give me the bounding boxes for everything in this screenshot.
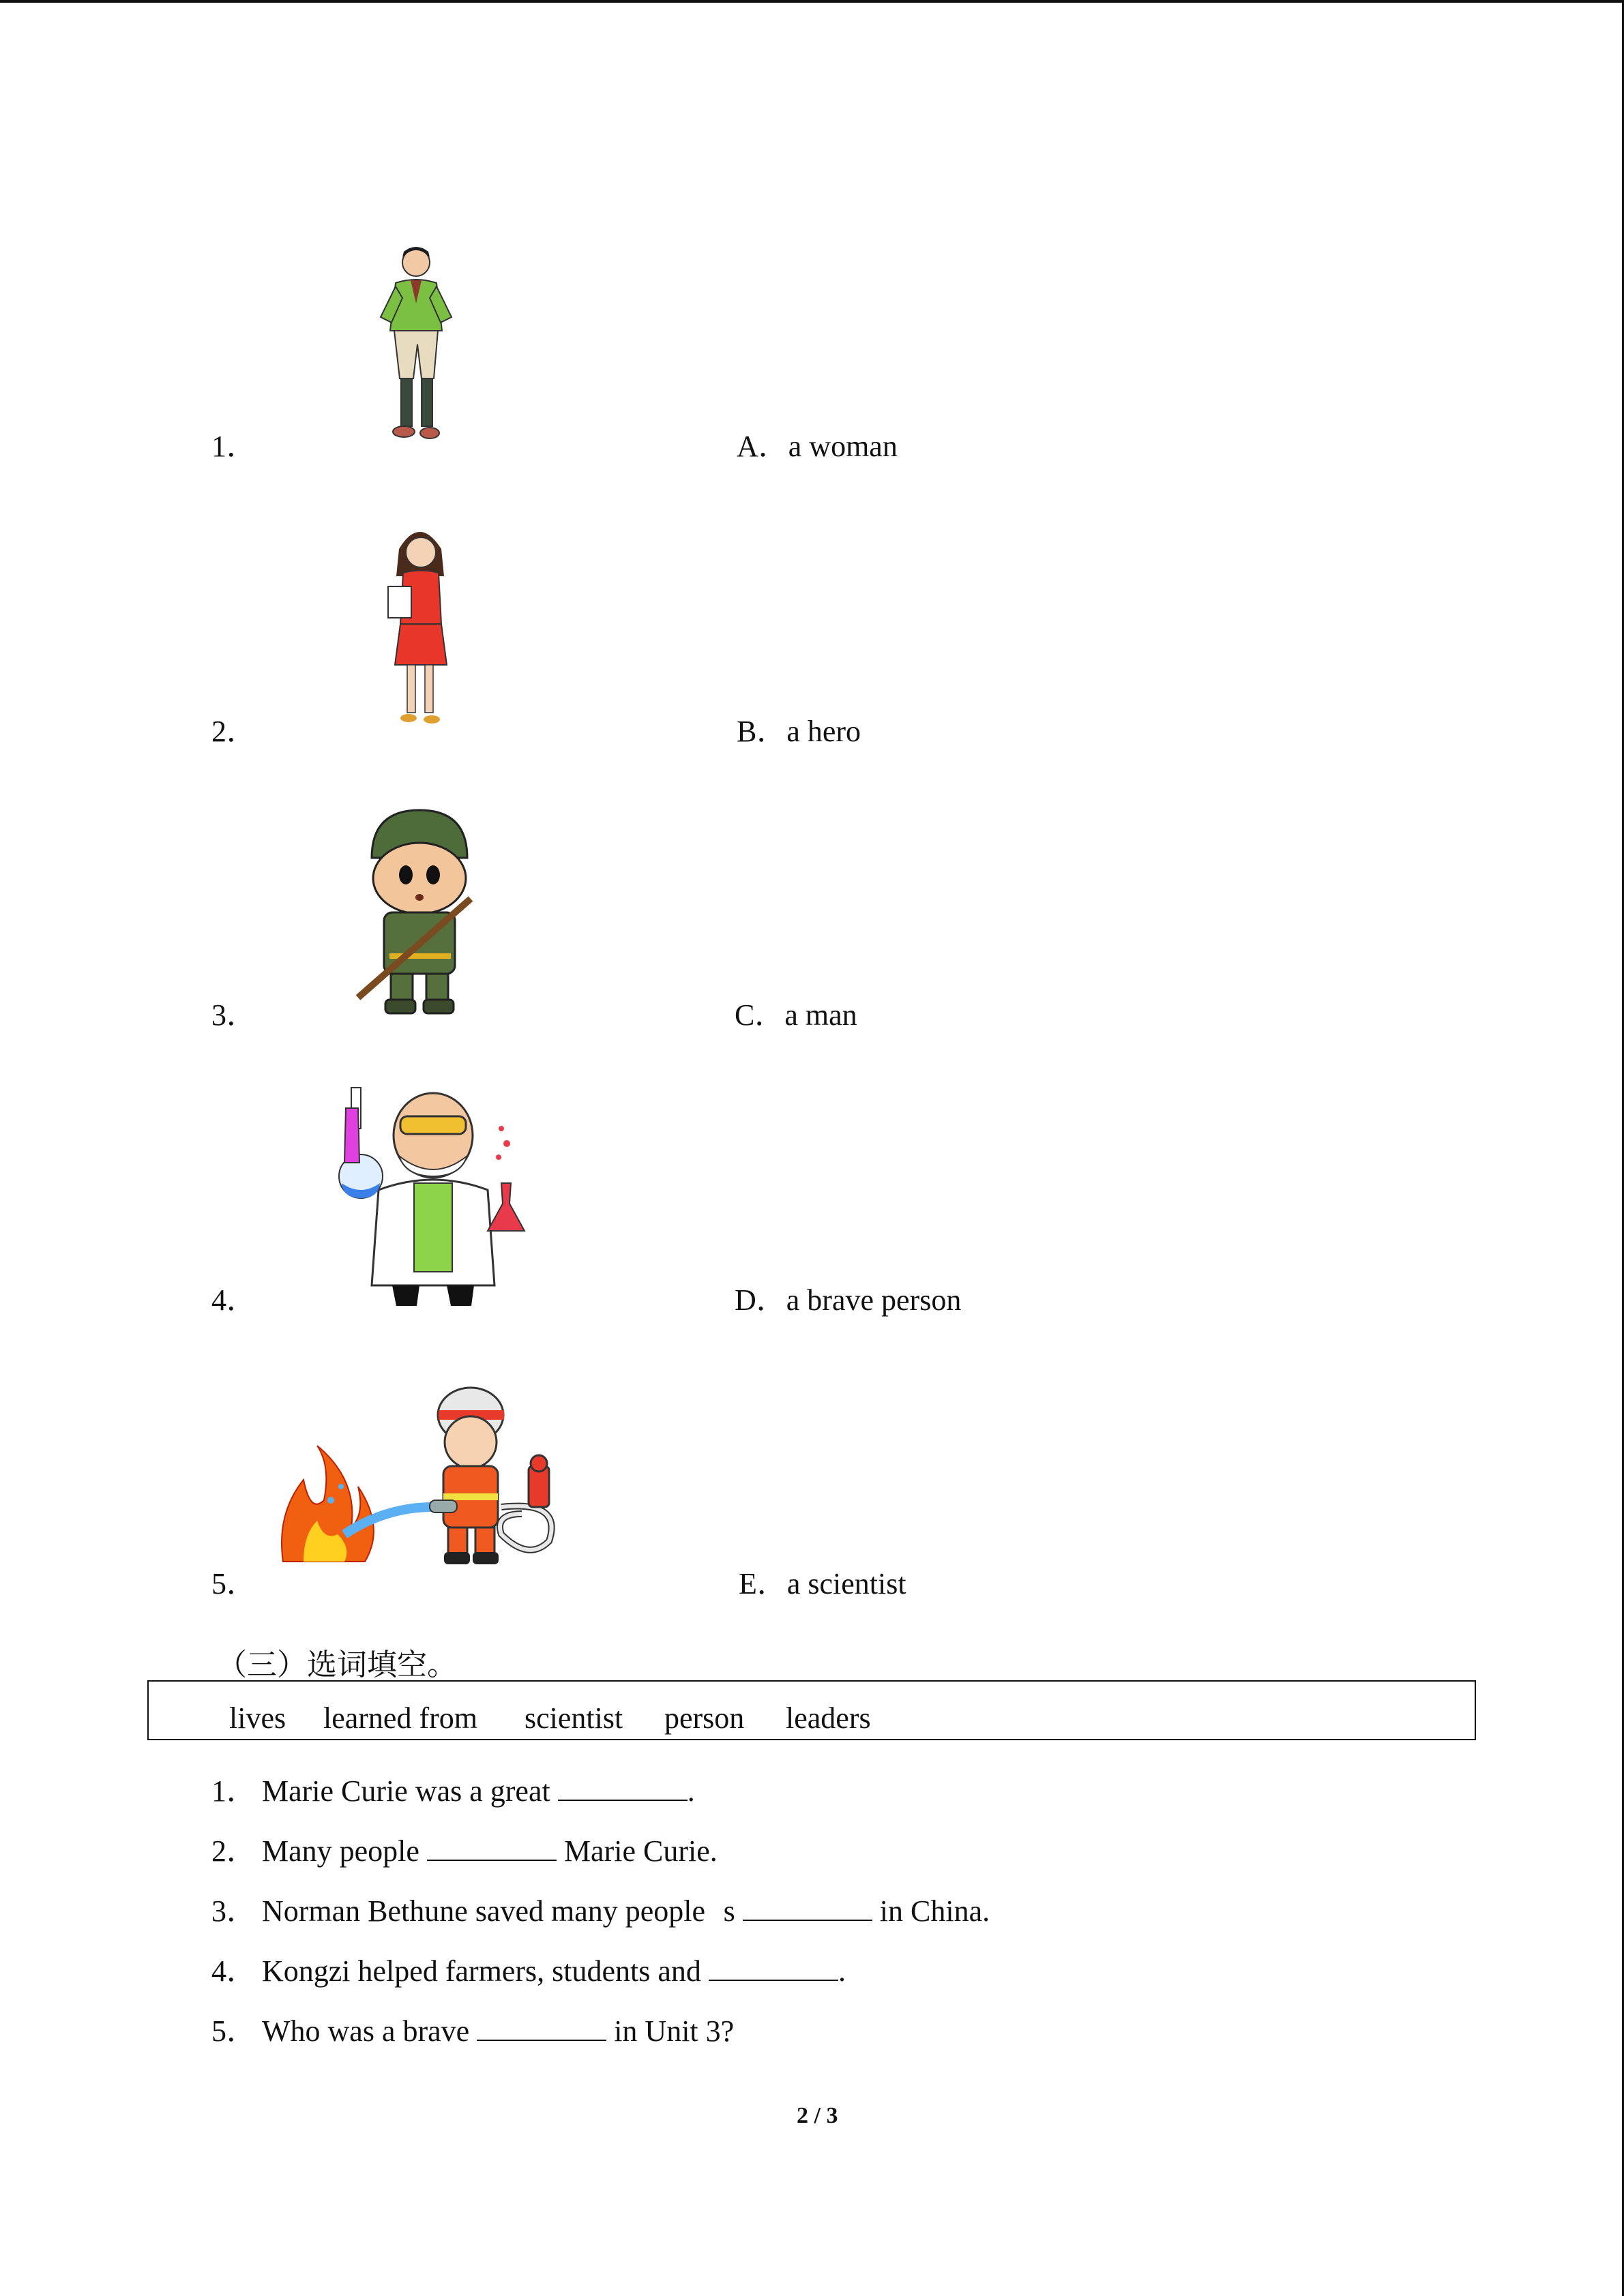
man-icon [368, 242, 464, 447]
item-number-1: 1． [211, 430, 256, 463]
sentence-2 [211, 1826, 718, 1870]
page-top-border [0, 0, 1623, 3]
section-title: （三）选词填空。 [217, 1648, 457, 1682]
soldier-icon [351, 803, 481, 1018]
sentence-number: 5． [211, 2014, 256, 2048]
sentence-text: in China. [872, 1894, 990, 1928]
sentence-number: 1． [211, 1774, 256, 1808]
answer-blank[interactable] [709, 1955, 838, 1981]
option-e: E．a scientist [739, 1567, 906, 1600]
word-bank-box [147, 1680, 1476, 1740]
woman-icon [379, 522, 460, 733]
option-d: D．a brave person [735, 1283, 962, 1317]
answer-blank[interactable] [558, 1775, 688, 1801]
word-bank-item: learned from [323, 1701, 477, 1735]
item-number-3: 3． [211, 998, 256, 1032]
sentence-text: Marie Curie was a great [262, 1774, 558, 1808]
sentence-text: Norman Bethune saved many peoples [262, 1894, 743, 1928]
sentence-3 [211, 1886, 990, 1930]
sentence-text: Many people [262, 1834, 427, 1868]
sentence-number: 2． [211, 1834, 256, 1868]
firefighter-icon [276, 1377, 563, 1568]
item-number-2: 2． [211, 715, 256, 748]
item-number-4: 4． [211, 1283, 256, 1317]
answer-blank[interactable] [743, 1895, 872, 1921]
option-a: A．a woman [737, 430, 898, 463]
sentence-text: in Unit 3? [606, 2014, 735, 2048]
sentence-text: Who was a brave [262, 2014, 477, 2048]
scientist-icon [331, 1081, 529, 1306]
sentence-text: Marie Curie. [556, 1834, 718, 1868]
sentence-text: Kongzi helped farmers, students and [262, 1954, 709, 1988]
option-b: B．a hero [737, 715, 861, 748]
sentence-text: . [838, 1954, 846, 1988]
answer-blank[interactable] [427, 1835, 557, 1861]
sentence-number: 4． [211, 1954, 256, 1988]
word-bank-item: leaders [786, 1701, 871, 1735]
answer-blank[interactable] [477, 2015, 606, 2041]
word-bank-item: person [664, 1701, 745, 1735]
sentence-4 [211, 1946, 846, 1990]
option-c: C．a man [735, 998, 857, 1032]
sentence-text: . [687, 1774, 695, 1808]
sentence-number: 3． [211, 1894, 256, 1928]
page-number: 2 / 3 [797, 2103, 838, 2128]
word-bank-item: lives [229, 1701, 286, 1735]
item-number-5: 5． [211, 1567, 256, 1600]
sentence-5 [211, 2006, 734, 2050]
word-bank-item: scientist [525, 1701, 623, 1735]
sentence-1 [211, 1766, 695, 1810]
